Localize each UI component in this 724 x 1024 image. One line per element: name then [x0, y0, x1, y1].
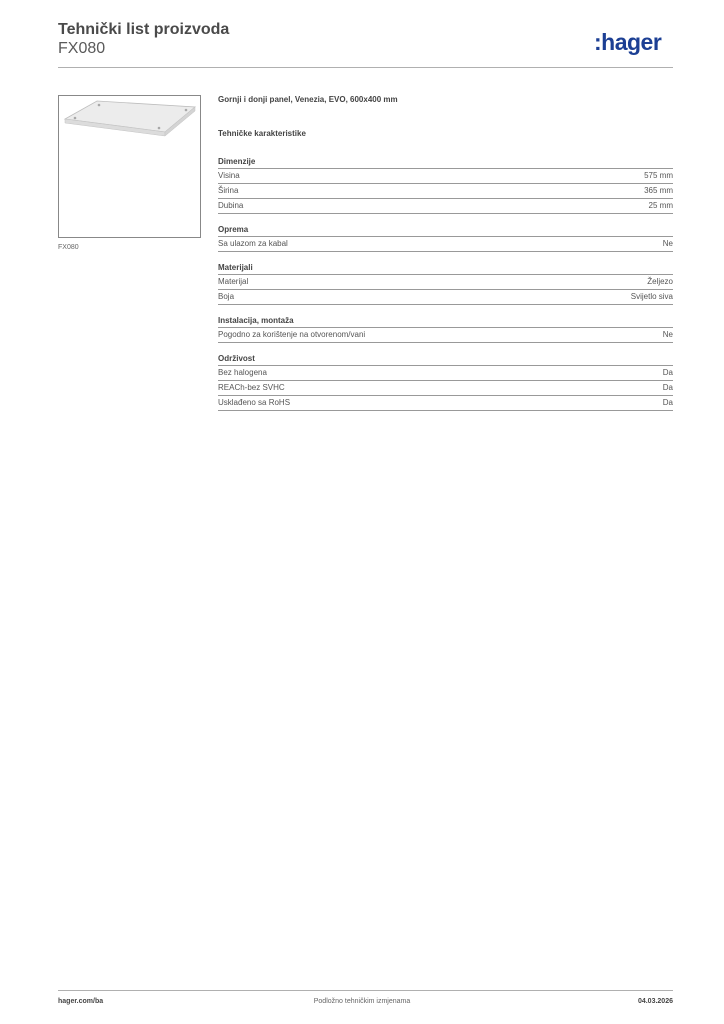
spec-label: Dubina: [218, 201, 244, 210]
section-odrzivost: [218, 353, 673, 411]
section-title: Održivost: [218, 353, 673, 366]
section-title: Instalacija, montaža: [218, 315, 673, 328]
section-title: Oprema: [218, 224, 673, 237]
spec-value: Svijetlo siva: [630, 292, 673, 301]
spec-row: [218, 290, 673, 305]
section-title: Dimenzije: [218, 156, 673, 169]
spec-label: Pogodno za korištenje na otvorenom/vani: [218, 330, 366, 339]
spec-row: [218, 396, 673, 411]
spec-row: [218, 199, 673, 214]
spec-row: [218, 381, 673, 396]
spec-label: Boja: [218, 292, 235, 301]
footer-website[interactable]: hager.com/ba: [58, 998, 104, 1005]
header-divider: [58, 67, 673, 68]
spec-value: 365 mm: [644, 186, 673, 195]
product-description: Gornji i donji panel, Venezia, EVO, 600x400 mm: [218, 95, 398, 104]
product-image-frame: [58, 95, 201, 238]
spec-label: Bez halogena: [218, 368, 267, 377]
spec-value: Da: [662, 398, 673, 407]
content-area: [218, 95, 673, 421]
spec-row: [218, 169, 673, 184]
spec-value: Ne: [662, 330, 673, 339]
section-instalacija: [218, 315, 673, 343]
spec-row: [218, 328, 673, 343]
section-materijali: [218, 262, 673, 305]
section-oprema: [218, 224, 673, 252]
footer-note: Podložno tehničkim izmjenama: [313, 998, 411, 1005]
spec-label: Materijal: [218, 277, 249, 286]
product-code: FX080: [58, 40, 106, 57]
spec-row: [218, 275, 673, 290]
panel-plate-icon: [59, 96, 200, 237]
footer-date: 04.03.2026: [637, 998, 673, 1005]
hager-logo: :hager: [594, 29, 662, 55]
spec-value: Da: [662, 368, 673, 377]
characteristics-heading: Tehničke karakteristike: [218, 129, 306, 138]
spec-value: Željezo: [647, 277, 673, 286]
image-caption: FX080: [58, 244, 79, 251]
spec-label: REACh-bez SVHC: [218, 383, 285, 392]
spec-label: Sa ulazom za kabal: [218, 239, 288, 248]
spec-value: 25 mm: [648, 201, 673, 210]
spec-row: [218, 237, 673, 252]
section-title: Materijali: [218, 262, 673, 275]
spec-value: Ne: [662, 239, 673, 248]
spec-value: 575 mm: [644, 171, 673, 180]
spec-row: [218, 184, 673, 199]
spec-label: Visina: [218, 171, 240, 180]
spec-label: Usklađeno sa RoHS: [218, 398, 291, 407]
spec-label: Širina: [218, 186, 239, 195]
spec-row: [218, 366, 673, 381]
page-title: Tehnički list proizvoda: [58, 21, 230, 38]
footer-divider: [58, 990, 673, 991]
spec-value: Da: [662, 383, 673, 392]
section-dimenzije: [218, 156, 673, 214]
